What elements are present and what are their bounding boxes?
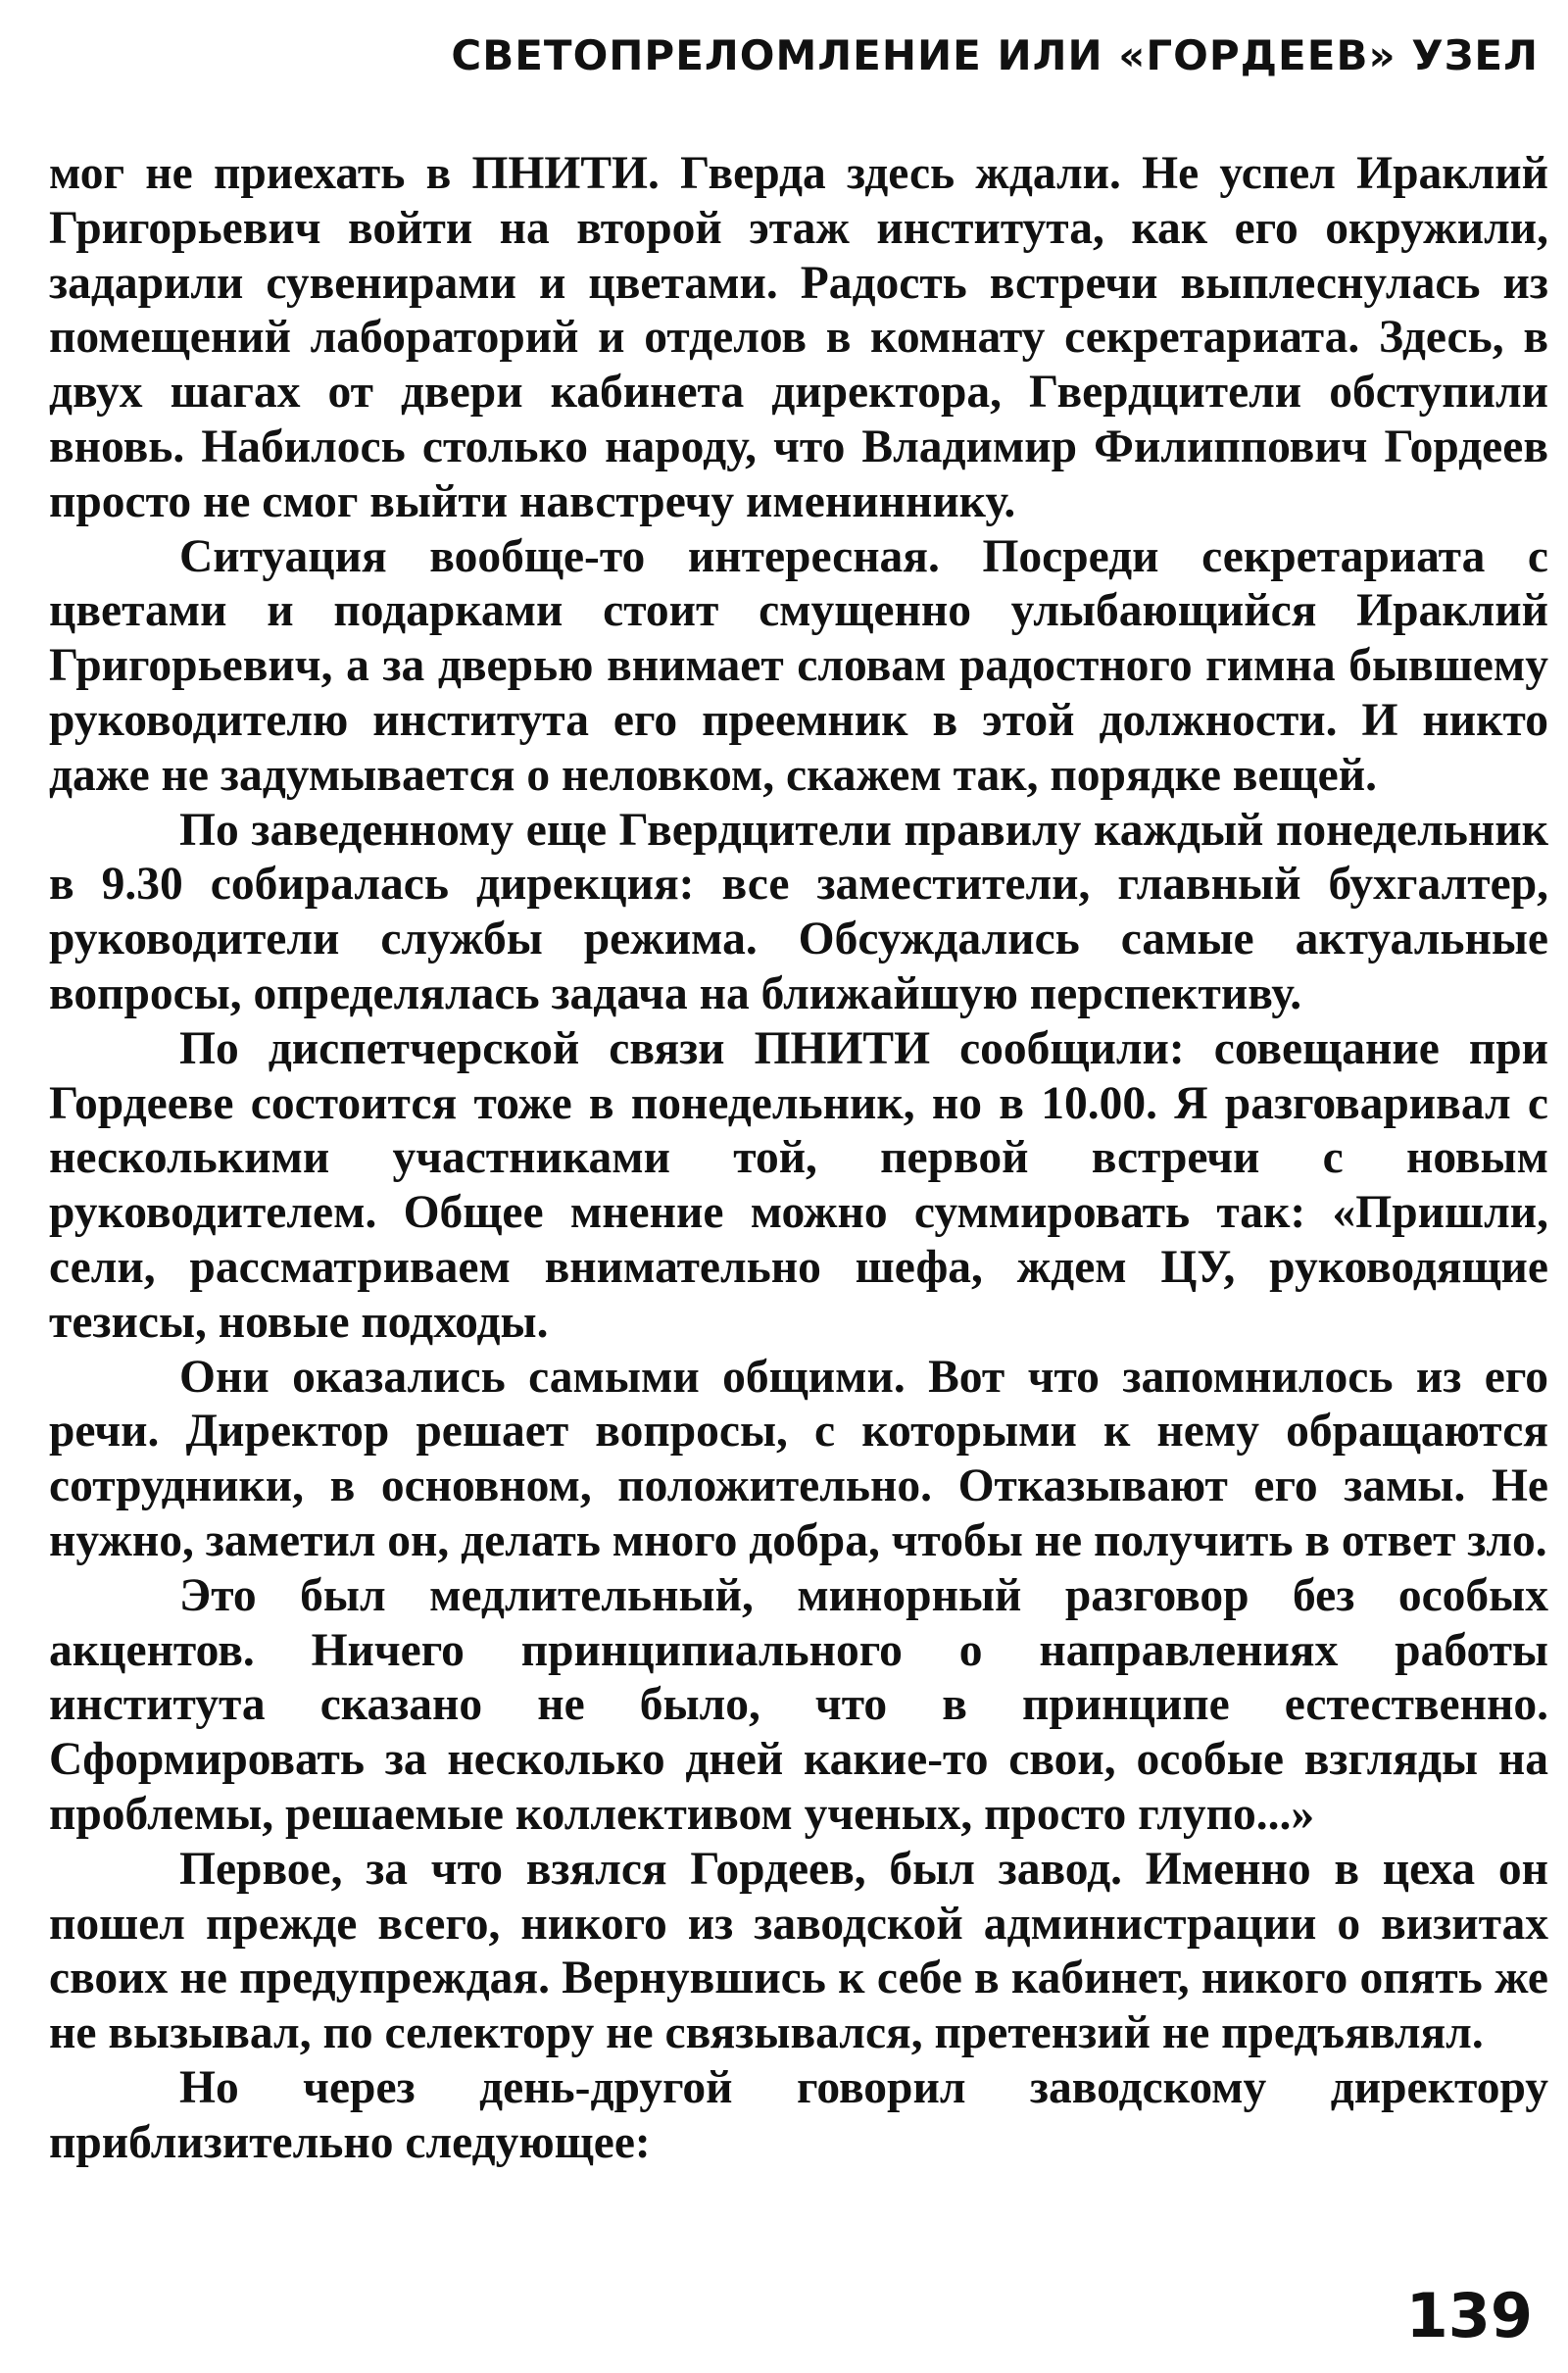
paragraph-7: Первое, за что взялся Гордеев, был завод. Именно в цеха он пошел прежде всего, никого из заводской администрации о визитах своих не предупреждая. Вернувшись к себе в кабинет, никого опять же не вызывал, по селектору не связывался, претензий не предъявлял.	[49, 1843, 1548, 2059]
body-text	[49, 147, 1548, 2170]
page-number: 139	[1405, 2280, 1533, 2351]
paragraph-2: Ситуация вообще-то интересная. Посреди секретариата с цветами и подарками стоит смущенно улыбающийся Ираклий Григорьевич, а за дверью внимает словам радостного гимна бывшему руководителю института его преемник в этой должности. И никто даже не задумывается о неловком, скажем так, порядке вещей.	[49, 530, 1548, 801]
paragraph-3: По заведенному еще Гвердцители правилу каждый понедельник в 9.30 собиралась дирекция: все заместители, главный бухгалтер, руководители службы режима. Обсуждались самые актуальные вопросы, определялась задача на ближайшую перспективу.	[49, 804, 1548, 1019]
paragraph-1: мог не приехать в ПНИТИ. Гверда здесь ждали. Не успел Ираклий Григорьевич войти на второй этаж института, как его окружили, задарили сувенирами и цветами. Радость встречи выплеснулась из помещений лабораторий и отделов в комнату секретариата. Здесь, в двух шагах от двери кабинета директора, Гвердцители обступили вновь. Набилось столько народу, что Владимир Филиппович Гордеев просто не смог выйти навстречу имениннику.	[49, 148, 1548, 527]
paragraph-6: Это был медлительный, минорный разговор без особых акцентов. Ничего принципиального о направлениях работы института сказано не было, что в принципе естественно. Сформировать за несколько дней какие-то свои, особые взгляды на проблемы, решаемые коллективом ученых, просто глупо...»	[49, 1569, 1548, 1840]
paragraph-8: Но через день-другой говорил заводскому директору приблизительно следующее:	[49, 2061, 1548, 2168]
running-header: СВЕТОПРЕЛОМЛЕНИЕ ИЛИ «ГОРДЕЕВ» УЗЕЛ	[451, 31, 1539, 79]
paragraph-4: По диспетчерской связи ПНИТИ сообщили: совещание при Гордееве состоится тоже в понедельник, но в 10.00. Я разговаривал с несколькими участниками той, первой встречи с новым руководителем. Общее мнение можно суммировать так: «Пришли, сели, рассматриваем внимательно шефа, ждем ЦУ, руководящие тезисы, новые подходы.	[49, 1022, 1548, 1348]
paragraph-5: Они оказались самыми общими. Вот что запомнилось из его речи. Директор решает вопросы, с которыми к нему обращаются сотрудники, в основном, положительно. Отказывают его замы. Не нужно, заметил он, делать много добра, чтобы не получить в ответ зло.	[49, 1351, 1548, 1566]
